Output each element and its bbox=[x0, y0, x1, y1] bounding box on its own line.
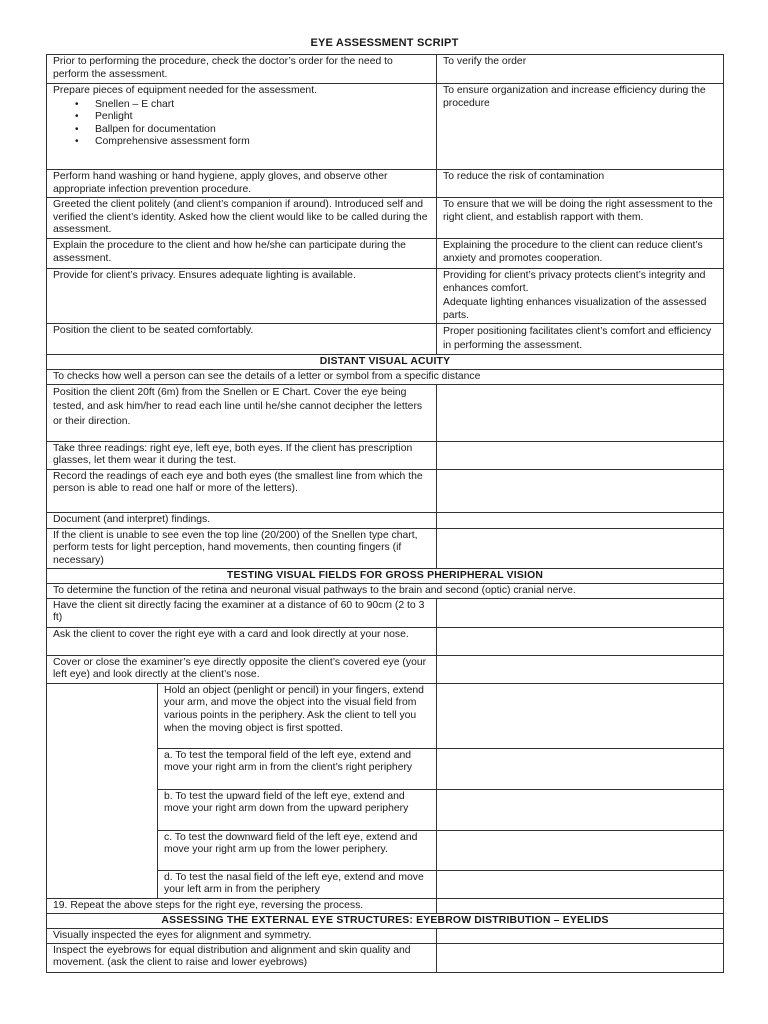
step-cell: Greeted the client politely (and client’s companion if around). Introduced self and verified the client’s identity. Asked how the client would like to be called during the assessment. bbox=[47, 198, 437, 239]
table-row bbox=[47, 512, 724, 528]
empty-cell bbox=[437, 598, 724, 627]
table-row bbox=[47, 598, 724, 627]
table-row bbox=[47, 55, 724, 84]
table-row bbox=[47, 441, 724, 469]
rationale-cell: To ensure that we will be doing the right assessment to the right client, and establish rapport with them. bbox=[437, 198, 724, 239]
table-row bbox=[47, 324, 724, 355]
step-cell: Prior to performing the procedure, check the doctor’s order for the need to perform the assessment. bbox=[47, 55, 437, 84]
section-heading: TESTING VISUAL FIELDS FOR GROSS PHERIPHERAL VISION bbox=[47, 568, 724, 583]
table-row bbox=[47, 683, 724, 748]
step-cell: Document (and interpret) findings. bbox=[47, 512, 437, 528]
empty-cell bbox=[437, 528, 724, 568]
step-cell: 19. Repeat the above steps for the right eye, reversing the process. bbox=[47, 898, 437, 913]
section-header-row bbox=[47, 913, 724, 928]
rationale-cell bbox=[437, 269, 724, 324]
table-row bbox=[47, 528, 724, 568]
empty-cell bbox=[437, 748, 724, 789]
empty-cell bbox=[437, 384, 724, 441]
empty-cell bbox=[437, 512, 724, 528]
section-header-row bbox=[47, 354, 724, 369]
table-row bbox=[47, 269, 724, 324]
empty-cell bbox=[437, 683, 724, 748]
table-row bbox=[47, 943, 724, 972]
empty-cell bbox=[437, 789, 724, 830]
rationale-cell: Explaining the procedure to the client can reduce client’s anxiety and promotes cooperation. bbox=[437, 239, 724, 269]
step-cell: Inspect the eyebrows for equal distribution and alignment and skin quality and movement. (ask the client to raise and lower eyebrows) bbox=[47, 943, 437, 972]
step-cell: Perform hand washing or hand hygiene, apply gloves, and observe other appropriate infection prevention procedure. bbox=[47, 170, 437, 198]
list-item: • Snellen – E chart bbox=[95, 99, 431, 112]
empty-cell bbox=[437, 870, 724, 898]
table-row bbox=[47, 627, 724, 655]
empty-cell bbox=[437, 830, 724, 870]
rationale-cell: To reduce the risk of contamination bbox=[437, 170, 724, 198]
step-cell: Have the client sit directly facing the examiner at a distance of 60 to 90cm (2 to 3 ft) bbox=[47, 598, 437, 627]
substep-cell: c. To test the downward field of the left eye, extend and move your right arm up from the lower periphery. bbox=[158, 830, 437, 870]
empty-cell bbox=[437, 469, 724, 512]
substep-cell: b. To test the upward field of the left eye, extend and move your right arm down from the upward periphery bbox=[158, 789, 437, 830]
list-item: • Ballpen for documentation bbox=[95, 124, 431, 137]
table-row bbox=[47, 170, 724, 198]
assessment-table bbox=[46, 54, 724, 973]
step-cell bbox=[47, 84, 437, 170]
step-cell: Provide for client’s privacy. Ensures adequate lighting is available. bbox=[47, 269, 437, 324]
list-item: • Comprehensive assessment form bbox=[95, 136, 431, 149]
empty-cell bbox=[437, 943, 724, 972]
table-row bbox=[47, 655, 724, 683]
step-cell: Explain the procedure to the client and how he/she can participate during the assessment. bbox=[47, 239, 437, 269]
substep-cell: Hold an object (penlight or pencil) in your fingers, extend your arm, and move the object into the visual field from various points in the periphery. Ask the client to tell you when the moving object is first spotted. bbox=[158, 683, 437, 748]
empty-cell bbox=[437, 441, 724, 469]
table-row bbox=[47, 369, 724, 384]
table-row bbox=[47, 898, 724, 913]
rationale-text: Adequate lighting enhances visualization of the assessed parts. bbox=[443, 297, 707, 321]
section-description: To determine the function of the retina and neuronal visual pathways to the brain and second (optic) cranial nerve. bbox=[47, 583, 724, 598]
table-row bbox=[47, 469, 724, 512]
step-cell: Take three readings: right eye, left eye, both eyes. If the client has prescription glasses, let them wear it during the test. bbox=[47, 441, 437, 469]
list-item: • Penlight bbox=[95, 111, 431, 124]
document-title: EYE ASSESSMENT SCRIPT bbox=[310, 37, 459, 49]
empty-cell bbox=[437, 655, 724, 683]
table-row bbox=[47, 84, 724, 170]
empty-cell bbox=[437, 898, 724, 913]
table-row bbox=[47, 384, 724, 441]
substep-cell: d. To test the nasal field of the left eye, extend and move your left arm in from the periphery bbox=[158, 870, 437, 898]
substep-cell: a. To test the temporal field of the left eye, extend and move your right arm in from the client’s right periphery bbox=[158, 748, 437, 789]
step-cell: Record the readings of each eye and both eyes (the smallest line from which the person is able to read one half or more of the letters). bbox=[47, 469, 437, 512]
table-row bbox=[47, 928, 724, 943]
step-text: Prepare pieces of equipment needed for the assessment. bbox=[53, 85, 317, 96]
step-cell: Position the client 20ft (6m) from the Snellen or E Chart. Cover the eye being tested, and ask him/her to read each line until he/she cannot decipher the letters or their direction. bbox=[47, 384, 437, 441]
table-row bbox=[47, 239, 724, 269]
table-row bbox=[47, 583, 724, 598]
step-cell: If the client is unable to see even the top line (20/200) of the Snellen type chart, perform tests for light perception, hand movements, then counting fingers (if necessary) bbox=[47, 528, 437, 568]
table-row bbox=[47, 198, 724, 239]
equipment-list bbox=[53, 99, 431, 149]
empty-cell bbox=[437, 627, 724, 655]
step-cell: Ask the client to cover the right eye with a card and look directly at your nose. bbox=[47, 627, 437, 655]
step-cell: Position the client to be seated comfortably. bbox=[47, 324, 437, 355]
step-cell: Visually inspected the eyes for alignment and symmetry. bbox=[47, 928, 437, 943]
section-header-row bbox=[47, 568, 724, 583]
rationale-cell: To ensure organization and increase efficiency during the procedure bbox=[437, 84, 724, 170]
indent-cell bbox=[47, 683, 158, 898]
rationale-cell: To verify the order bbox=[437, 55, 724, 84]
section-heading: ASSESSING THE EXTERNAL EYE STRUCTURES: EYEBROW DISTRIBUTION – EYELIDS bbox=[47, 913, 724, 928]
rationale-cell: Proper positioning facilitates client’s comfort and efficiency in performing the assessment. bbox=[437, 324, 724, 355]
section-heading: DISTANT VISUAL ACUITY bbox=[47, 354, 724, 369]
rationale-text: Providing for client’s privacy protects client’s integrity and enhances comfort. bbox=[443, 270, 706, 294]
step-cell: Cover or close the examiner’s eye directly opposite the client’s covered eye (your left eye) and look directly at the client’s nose. bbox=[47, 655, 437, 683]
section-description: To checks how well a person can see the details of a letter or symbol from a specific distance bbox=[47, 369, 724, 384]
empty-cell bbox=[437, 928, 724, 943]
